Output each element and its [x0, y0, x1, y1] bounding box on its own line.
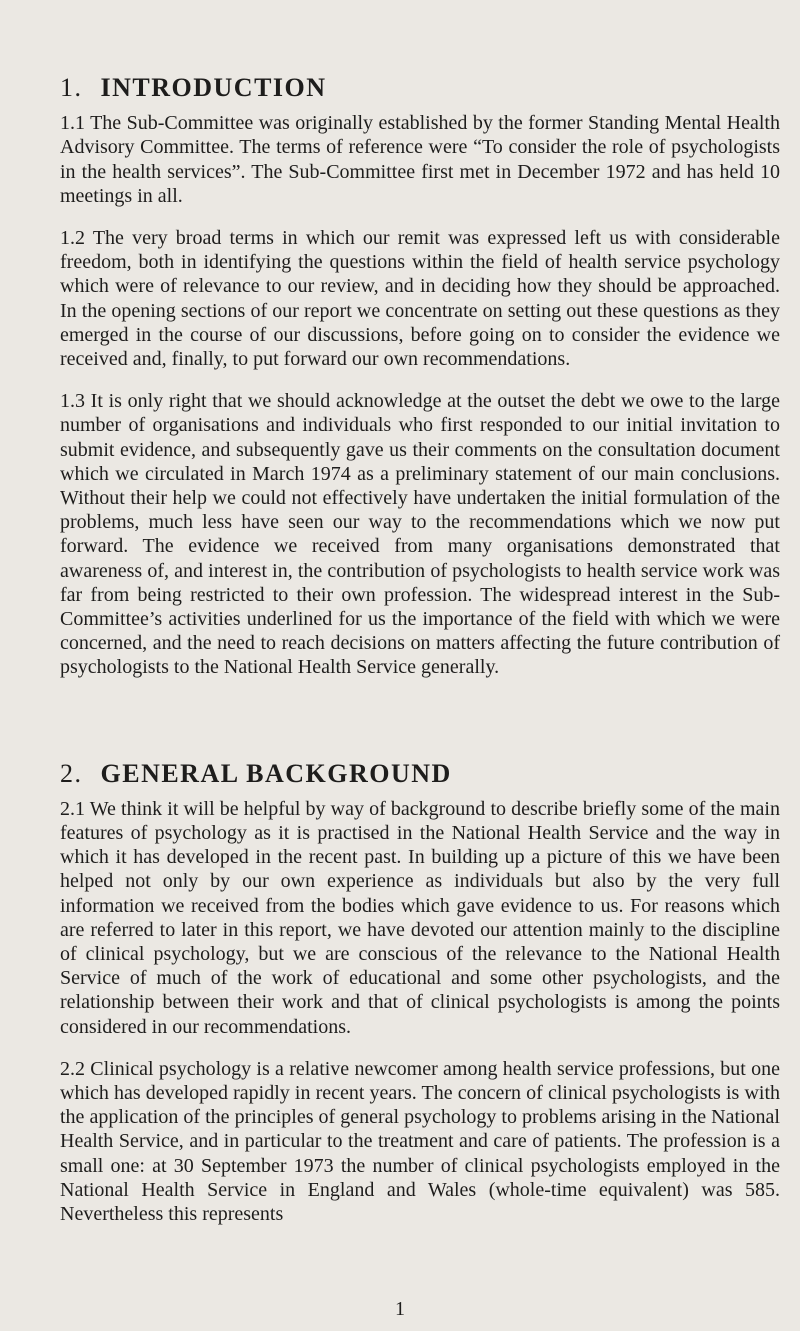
paragraph-1-2: 1.2 The very broad terms in which our remit was expressed left us with considerable freedom, both in identifying the questions within the field of health service psychology which were of relevance to our review, and in deciding how they should be approached. In the opening sections of our report we concentrate on setting out these questions as they emerged in the course of our discussions, before going on to consider the evidence we received and, finally, to put forward our own recommendations. — [60, 227, 780, 371]
section-introduction — [60, 72, 780, 680]
section-number: 1. — [60, 73, 83, 102]
section-general-background — [60, 758, 780, 1227]
paragraph-2-2: 2.2 Clinical psychology is a relative newcomer among health service professions, but one which has developed rapidly in recent years. The concern of clinical psychologists is with the application of the principles of general psychology to problems arising in the National Health Service, and in particular to the treatment and care of patients. The profession is a small one: at 30 September 1973 the number of clinical psychologists employed in the National Health Service in England and Wales (whole-time equivalent) was 585. Nevertheless this represents — [60, 1057, 780, 1226]
section-heading — [60, 758, 780, 789]
section-title: GENERAL BACKGROUND — [100, 758, 452, 788]
page-number: 1 — [395, 1298, 405, 1320]
paragraph-2-1: 2.1 We think it will be helpful by way of background to describe briefly some of the main features of psychology as it is practised in the National Health Service and the way in which it has developed in the recent past. In building up a picture of this we have been helped not only by our own experience as individuals but also by the very full information we received from the bodies which gave evidence to us. For reasons which are referred to later in this report, we have devoted our attention mainly to the discipline of clinical psychology, but we are conscious of the relevance to the National Health Service of much of the work of educational and some other psychologists, and the relationship between their work and that of clinical psychologists is among the points considered in our recommendations. — [60, 797, 780, 1038]
section-heading — [60, 72, 780, 103]
section-spacer — [60, 698, 780, 758]
paragraph-1-1: 1.1 The Sub-Committee was originally established by the former Standing Mental Health Advisory Committee. The terms of reference were “To consider the role of psychologists in the health services”. The Sub-Committee first met in December 1972 and has held 10 meetings in all. — [60, 112, 780, 207]
section-number: 2. — [60, 758, 83, 788]
document-page — [60, 72, 780, 1244]
section-title: INTRODUCTION — [100, 73, 327, 102]
paragraph-1-3: 1.3 It is only right that we should acknowledge at the outset the debt we owe to the large number of organisations and individuals who first responded to our initial invitation to submit evidence, and subsequently gave us their comments on the consultation document which we circulated in March 1974 as a preliminary statement of our main conclusions. Without their help we could not effectively have undertaken the initial formulation of the problems, much less have seen our way to the recommendations which we now put forward. The evidence we received from many organisations demonstrated that awareness of, and interest in, the contribution of psychologists to health service work was far from being restricted to their own profession. The widespread interest in the Sub-Committee’s activities underlined for us the importance of the field with which we were concerned, and the need to reach decisions on matters affecting the future contribution of psychologists to the National Health Service generally. — [60, 390, 780, 679]
